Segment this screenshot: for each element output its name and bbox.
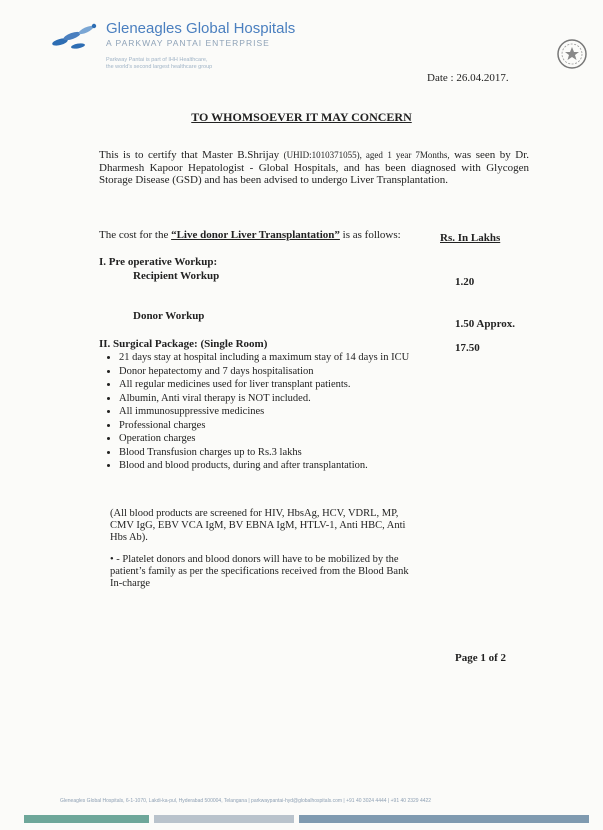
recipient-workup-label: Recipient Workup [133, 270, 220, 282]
section-surgical-package: II. Surgical Package: (Single Room) [99, 338, 268, 350]
donor-workup-label: Donor Workup [133, 310, 205, 322]
seal-icon [556, 38, 588, 70]
list-item: • Blood Transfusion charges up to Rs.3 lakhs [119, 447, 449, 459]
list-item: • Operation charges [119, 433, 449, 445]
footer-bar-middle [154, 815, 294, 823]
letter-date: Date : 26.04.2017. [427, 72, 509, 84]
recipient-workup-amount: 1.20 [455, 276, 475, 288]
cost-intro: The cost for the [99, 229, 169, 241]
org-subline-2: the world's second largest healthcare group [106, 64, 213, 70]
platelet-donor-note: • - Platelet donors and blood donors will have to be mobilized by the patient’s family as per the specifications received from the Blood Bank In-charge [110, 554, 409, 589]
list-item: • Professional charges [119, 420, 449, 432]
list-item: • Donor hepatectomy and 7 days hospitalisation [119, 366, 449, 378]
list-item: • 21 days stay at hospital including a maximum stay of 14 days in ICU [119, 352, 449, 364]
section-pre-operative: I. Pre operative Workup: [99, 256, 218, 268]
procedure-title: “Live donor Liver Transplantation” [171, 229, 340, 241]
org-subline-1: Parkway Pantai is part of IHH Healthcare, [106, 57, 208, 63]
footer-bar-right [299, 815, 589, 823]
org-subline [106, 57, 212, 71]
list-item: • Albumin, Anti viral therapy is NOT included. [119, 393, 449, 405]
para-part-2: was seen by Dr. Dharmesh Kapoor Hepatologist - Global Hospitals, and has been diagnosed with Glycogen Storage Disease (GSD) and has been advised to undergo Liver Transplantation. [99, 149, 530, 186]
surgical-package-amount: 17.50 [455, 342, 480, 354]
donor-workup-amount: 1.50 Approx. [455, 318, 516, 330]
hospital-logo-icon [50, 22, 100, 52]
list-item: • All regular medicines used for liver transplant patients. [119, 379, 449, 391]
inclusions-list [99, 352, 449, 474]
list-item: • All immunosuppressive medicines [119, 406, 449, 418]
blood-screening-note: (All blood products are screened for HIV, HbsAg, HCV, VDRL, MP, CMV IgG, EBV VCA IgM, BV EBNA IgM, HTLV-1, Anti HBC, Anti Hbs Ab). [110, 508, 406, 543]
org-tagline: A PARKWAY PANTAI ENTERPRISE [106, 38, 270, 48]
patient-uhid: (UHID:1010371055), aged [283, 150, 383, 160]
cost-suffix: is as follows: [342, 229, 401, 241]
cost-column-header: Rs. In Lakhs [440, 232, 501, 244]
para-part-1: This is to certify that Master B.Shrijay [99, 149, 280, 161]
certification-paragraph [99, 149, 529, 187]
patient-age: 1 year 7Months, [387, 150, 450, 160]
list-item: • Blood and blood products, during and after transplantation. [119, 460, 449, 472]
cost-intro-line [99, 229, 401, 241]
page-number: Page 1 of 2 [455, 652, 507, 664]
footer-contact: Gleneagles Global Hospitals, 6-1-1070, Lakdi-ka-pul, Hyderabad 500004, Telangana | parkwaypantai-hyd@globalhospitals.com | +91 40 3024 4444 | +91 40 2329 4422 [60, 798, 432, 804]
footer-bar-left [24, 815, 149, 823]
letter-heading: TO WHOMSOEVER IT MAY CONCERN [191, 110, 412, 124]
org-name: Gleneagles Global Hospitals [106, 20, 296, 37]
